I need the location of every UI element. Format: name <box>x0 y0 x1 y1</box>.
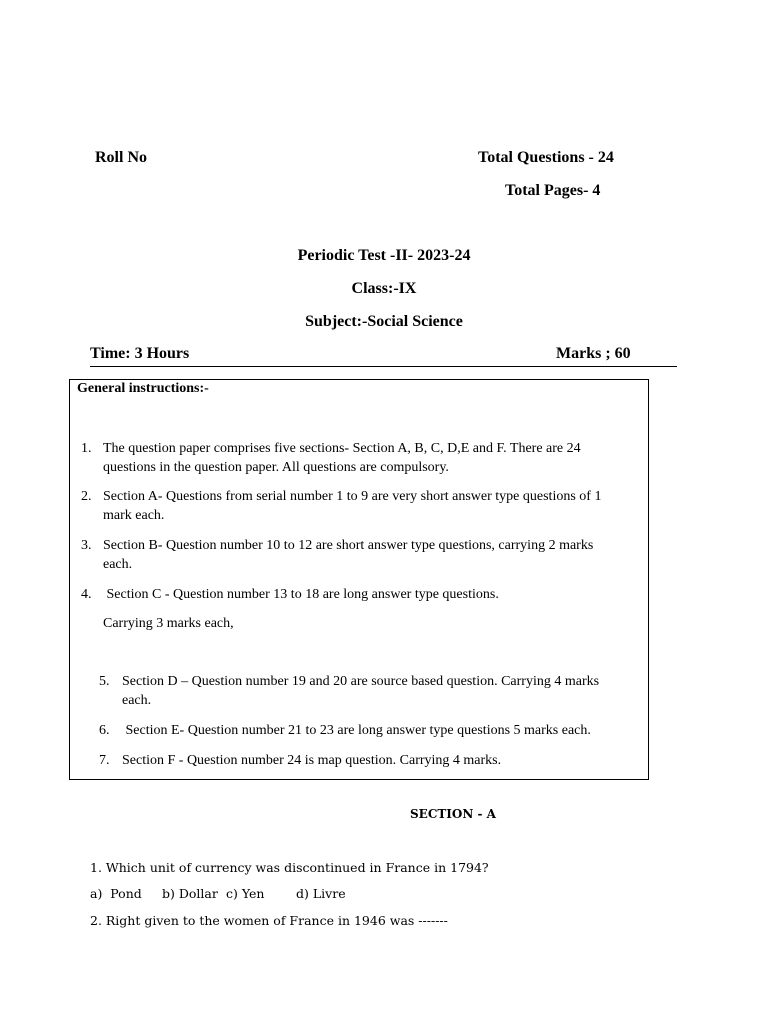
instruction-text: questions in the question paper. All questions are compulsory. <box>103 460 449 475</box>
instruction-number: 3. <box>81 538 92 553</box>
instruction-item-7 <box>99 751 644 770</box>
instruction-text: The question paper comprises five sections- Section A, B, C, D,E and F. There are 24 <box>103 441 581 456</box>
question-1-option-c: c) Yen <box>226 886 265 901</box>
time-label: Time: 3 Hours <box>90 345 190 362</box>
instruction-item-1 <box>81 439 646 477</box>
instructions-heading: General instructions:- <box>77 381 209 396</box>
question-1-option-d: d) Livre <box>296 886 346 901</box>
question-1-option-b: b) Dollar <box>162 886 218 901</box>
marks-label: Marks ; 60 <box>556 345 631 362</box>
instruction-item-4-continuation: Carrying 3 marks each, <box>103 616 234 631</box>
instruction-number: 5. <box>99 674 110 689</box>
instruction-item-2 <box>81 487 646 525</box>
section-a-heading: SECTION - A <box>410 807 496 821</box>
instruction-text: Section A- Questions from serial number 1 to 9 are very short answer type questions of 1 <box>103 489 602 504</box>
class-title: Class:-IX <box>351 280 417 297</box>
instruction-item-5 <box>99 672 644 710</box>
header-divider <box>90 366 677 367</box>
instruction-item-4 <box>81 585 646 604</box>
instruction-item-3 <box>81 536 646 574</box>
question-1: 1. Which unit of currency was discontinued in France in 1794? <box>90 860 489 875</box>
instruction-item-6 <box>99 721 644 740</box>
total-pages-label: Total Pages- 4 <box>505 182 601 199</box>
instruction-text: each. <box>122 693 152 708</box>
instruction-text: Section B- Question number 10 to 12 are short answer type questions, carrying 2 marks <box>103 538 594 553</box>
instruction-text: each. <box>103 557 133 572</box>
instruction-text: Section C - Question number 13 to 18 are long answer type questions. <box>103 587 499 602</box>
total-questions-label: Total Questions - 24 <box>478 149 614 166</box>
instruction-text: Section E- Question number 21 to 23 are long answer type questions 5 marks each. <box>122 723 591 738</box>
instruction-text: mark each. <box>103 508 165 523</box>
instruction-number: 1. <box>81 441 92 456</box>
question-2: 2. Right given to the women of France in 1946 was ------- <box>90 913 448 928</box>
instruction-text: Section D – Question number 19 and 20 are source based question. Carrying 4 marks <box>122 674 600 689</box>
question-1-option-a: a) Pond <box>90 886 142 901</box>
subject-title: Subject:-Social Science <box>305 313 463 330</box>
instruction-number: 2. <box>81 489 92 504</box>
test-title: Periodic Test -II- 2023-24 <box>297 247 471 264</box>
roll-no-label: Roll No <box>95 149 147 166</box>
instruction-number: 6. <box>99 723 110 738</box>
instruction-number: 7. <box>99 753 110 768</box>
instruction-text: Section F - Question number 24 is map question. Carrying 4 marks. <box>122 753 502 768</box>
instruction-number: 4. <box>81 587 92 602</box>
